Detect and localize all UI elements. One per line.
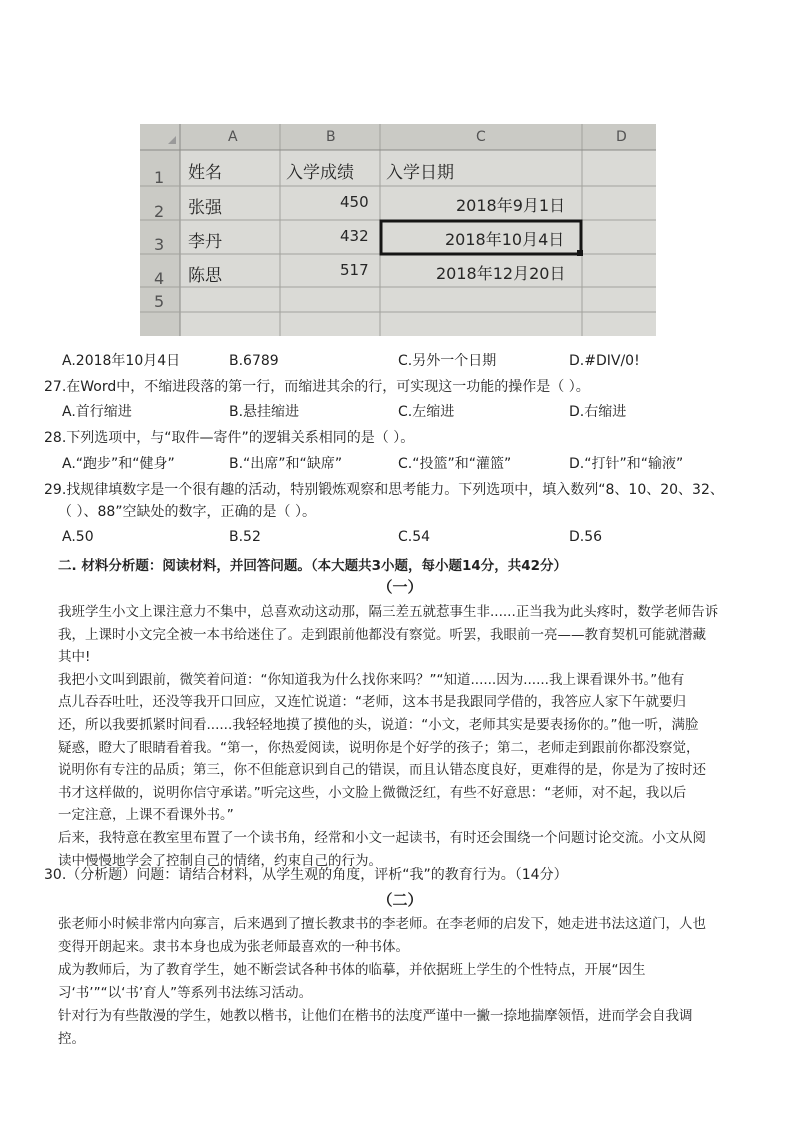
part1-line: 说明你有专注的品质；第三，你不但能意识到自己的错误，而且认错态度良好，更难得的是，你是为了按时还 xyxy=(58,762,706,779)
q27-stem: 27.在Word中，不缩进段落的第一行，而缩进其余的行，可实现这一功能的操作是（ ）。 xyxy=(44,379,590,395)
part2-line: 张老师小时候非常内向寡言，后来遇到了擅长教隶书的李老师。在李老师的启发下，她走进书法这道门，人也 xyxy=(58,916,706,932)
q26-option-c: C.另外一个日期 xyxy=(398,353,497,369)
q27-option-c: C.左缩进 xyxy=(398,404,455,420)
part2-line: 习‘书’”“以‘书’育人”等系列书法练习活动。 xyxy=(58,985,313,1001)
q29-option-b: B.52 xyxy=(229,529,261,545)
q29-option-a: A.50 xyxy=(62,529,94,545)
q29-option-c: C.54 xyxy=(398,529,431,545)
part1-line: 后来，我特意在教室里布置了一个读书角，经常和小文一起读书，有时还会围绕一个问题讨论交流。小文从阅 xyxy=(58,830,706,846)
q26-option-b: B.6789 xyxy=(229,353,279,369)
part1-title: （一） xyxy=(377,578,423,596)
q28-option-c: C.“投篮”和“灌篮” xyxy=(398,456,512,472)
part1-line: 书才这样做的，说明你信守承诺。”听完这些，小文脸上微微泛红，有些不好意思：“老师，对不起，我以后 xyxy=(58,784,687,801)
q29-stem-line1: 29.找规律填数字是一个很有趣的活动，特别锻炼观察和思考能力。下列选项中，填入数列“8、10、20、32、 xyxy=(44,482,724,498)
cell-c3: 2018年10月4日 xyxy=(445,230,565,249)
q29-option-d: D.56 xyxy=(569,529,603,545)
q26-option-d: D.#DIV/0! xyxy=(569,353,640,369)
part1-line: 其中! xyxy=(58,649,91,666)
q28-option-d: D.“打针”和“输液” xyxy=(569,456,684,472)
part1-line: 我班学生小文上课注意力不集中，总喜欢动这动那，隔三差五就惹事生非......正当我为此头疼时，数学老师告诉 xyxy=(58,604,719,620)
part1-line: 疑惑，瞪大了眼睛看着我。“第一，你热爱阅读，说明你是个好学的孩子；第二，老师走到跟前你都没察觉， xyxy=(58,739,700,756)
column-header-band xyxy=(140,124,656,150)
row-header-3: 3 xyxy=(154,235,165,254)
part1-line: 读中慢慢地学会了控制自己的情绪，约束自己的行为。 xyxy=(58,852,382,869)
part2-line: 变得开朗起来。隶书本身也成为张老师最喜欢的一种书体。 xyxy=(58,939,409,955)
q28-stem: 28.下列选项中，与“取件—寄件”的逻辑关系相同的是（ ）。 xyxy=(44,430,415,446)
cell-c4: 2018年12月20日 xyxy=(436,264,566,283)
part1-line: 一定注意，上课不看课外书。” xyxy=(58,807,234,824)
q30-question: 30.（分析题）问题：请结合材料，从学生观的角度，评析“我”的教育行为。（14分） xyxy=(44,867,568,883)
part2-line: 针对行为有些散漫的学生，她教以楷书，让他们在楷书的法度严谨中一撇一捺地揣摩领悟，进而学会自我调 xyxy=(58,1008,693,1024)
row-header-2: 2 xyxy=(154,202,165,221)
q27-option-a: A.首行缩进 xyxy=(62,404,132,420)
col-header-a: A xyxy=(228,129,238,145)
part2-title: （二） xyxy=(377,891,423,909)
cell-a3: 李丹 xyxy=(188,232,222,252)
q27-option-b: B.悬挂缩进 xyxy=(229,404,300,420)
spreadsheet-image xyxy=(140,124,656,336)
cell-a2: 张强 xyxy=(188,198,222,218)
part1-line: 我，上课时小文完全被一本书给迷住了。走到跟前他都没有察觉。听罢，我眼前一亮——教育契机可能就潜藏 xyxy=(58,626,706,643)
cell-b2: 450 xyxy=(340,193,369,211)
q29-stem-line2: （ ）、88”空缺处的数字，正确的是（ ）。 xyxy=(58,504,316,520)
cell-a4: 陈思 xyxy=(188,266,222,286)
cell-b4: 517 xyxy=(340,261,369,279)
part2-line: 成为教师后，为了教育学生，她不断尝试各种书体的临摹，并依据班上学生的个性特点，开展“因生 xyxy=(58,962,646,978)
col-header-d: D xyxy=(616,129,627,145)
cell-b1: 入学成绩 xyxy=(286,163,354,183)
row-header-4: 4 xyxy=(154,269,165,288)
cell-c2: 2018年9月1日 xyxy=(456,196,566,215)
q27-option-d: D.右缩进 xyxy=(569,404,627,420)
part1-line: 点儿吞吞吐吐，还没等我开口回应，又连忙说道：“老师，这本书是我跟同学借的，我答应人家下午就要归 xyxy=(58,694,686,711)
row-header-1: 1 xyxy=(154,168,165,187)
cell-a1: 姓名 xyxy=(188,163,222,183)
q26-option-a: A.2018年10月4日 xyxy=(62,353,181,369)
col-header-b: B xyxy=(326,129,336,145)
q28-option-b: B.“出席”和“缺席” xyxy=(229,456,343,472)
q28-option-a: A.“跑步”和“健身” xyxy=(62,456,175,472)
cell-c1: 入学日期 xyxy=(386,163,454,183)
section2-title: 二. 材料分析题：阅读材料，并回答问题。（本大题共3小题，每小题14分，共42分） xyxy=(58,558,568,574)
cell-b3: 432 xyxy=(340,227,369,245)
part1-line: 还，所以我要抓紧时间看......我轻轻地摸了摸他的头，说道：“小文，老师其实是要表扬你的。”他一听，满脸 xyxy=(58,717,699,733)
fill-handle xyxy=(577,250,583,256)
col-header-c: C xyxy=(476,129,486,145)
part2-line: 控。 xyxy=(58,1031,85,1047)
row-header-5: 5 xyxy=(154,292,165,311)
part1-line: 我把小文叫到跟前，微笑着问道：“你知道我为什么找你来吗？”“知道......因为......我上课看课外书。”他有 xyxy=(58,671,685,688)
